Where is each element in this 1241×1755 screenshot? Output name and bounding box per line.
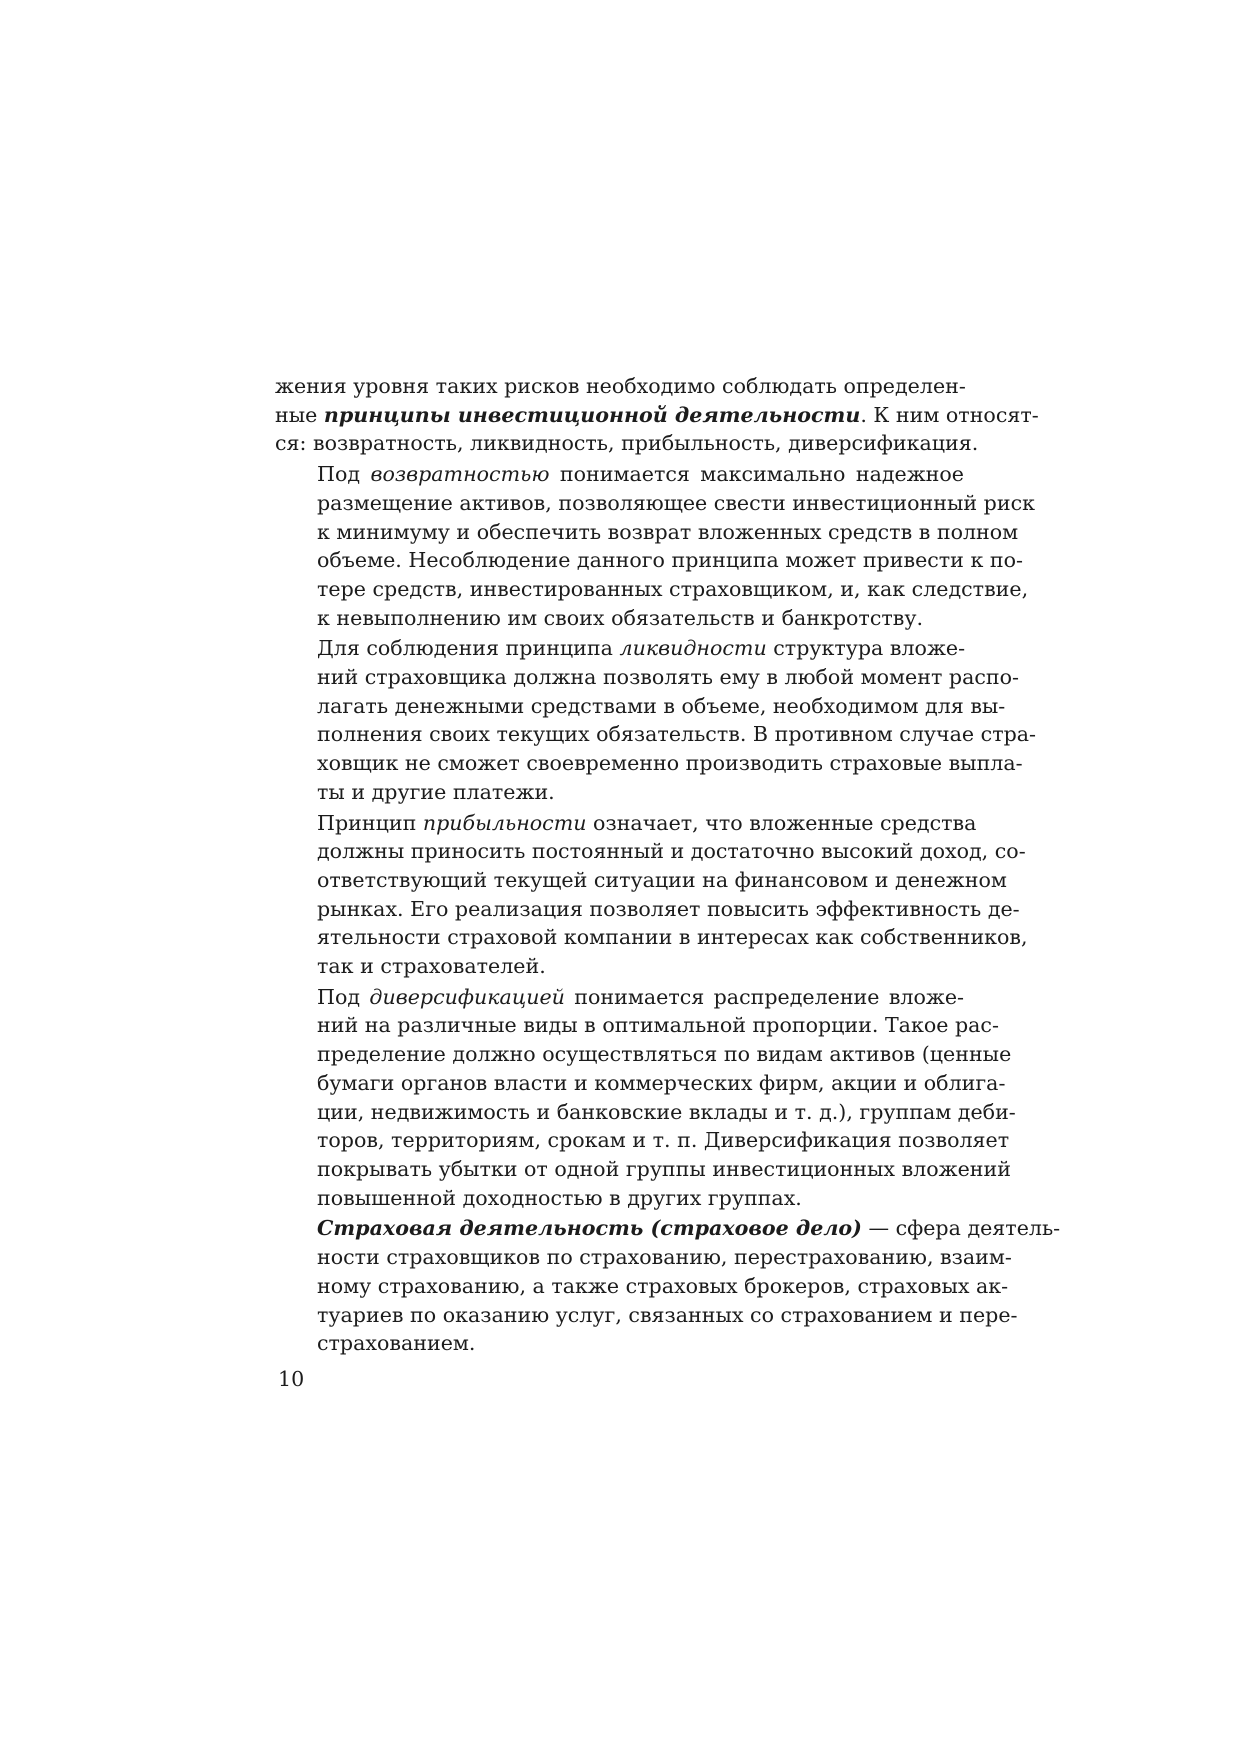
text-run: повышенной доходностью в других группах. <box>317 1185 802 1210</box>
text-line <box>275 1011 999 1040</box>
text-line <box>275 809 977 838</box>
text-run: ховщик не сможет своевременно производить страховые выпла- <box>317 751 1023 776</box>
text-run: покрывать убытки от одной группы инвестиционных вложений <box>317 1156 1011 1181</box>
text-line <box>275 983 964 1012</box>
text-run: ности страховщиков по страхованию, перестрахованию, взаим- <box>317 1245 1012 1270</box>
text-run: тере средств, инвестированных страховщиком, и, как следствие, <box>317 576 1029 601</box>
text-run: торов, территориям, срокам и т. п. Диверсификация позволяет <box>317 1128 1010 1153</box>
text-line <box>275 372 964 401</box>
text-run: . К ним относят- <box>860 402 1039 427</box>
text-run: рынках. Его реализация позволяет повысить эффективность де- <box>317 896 1020 921</box>
text-run: ному страхованию, а также страховых брокеров, страховых ак- <box>317 1273 1009 1298</box>
text-line <box>275 1329 964 1358</box>
text-line <box>275 401 1039 430</box>
text-run: страхованием. <box>317 1331 476 1356</box>
text-run: ний на различные виды в оптимальной пропорции. Такое рас- <box>317 1013 999 1038</box>
text-run: к минимуму и обеспечить возврат вложенных средств в полном <box>317 519 1019 544</box>
text-run: так и страхователей. <box>317 954 546 979</box>
text-line <box>275 692 1006 721</box>
text-line <box>275 604 964 633</box>
text-run: к невыполнению им своих обязательств и банкротству. <box>317 605 924 630</box>
text-run: ции, недвижимость и банковские вклады и т. д.), группам деби- <box>317 1099 1016 1124</box>
text-line <box>275 663 1019 692</box>
italic-term: диверсификацией <box>369 984 565 1009</box>
text-line <box>275 1098 1016 1127</box>
text-run: объеме. Несоблюдение данного принципа может привести к по- <box>317 548 1023 573</box>
text-line <box>275 575 1029 604</box>
paragraph <box>275 1214 1061 1358</box>
text-line <box>275 1301 1018 1330</box>
paragraph <box>275 372 1039 458</box>
text-line <box>275 429 979 458</box>
text-line <box>275 1214 1061 1243</box>
text-line <box>275 1040 1012 1069</box>
bold-italic-term: Страховая деятельность (страховое дело) <box>317 1216 862 1241</box>
text-line <box>275 1069 1006 1098</box>
italic-term: ликвидности <box>619 636 767 661</box>
text-run: пределение должно осуществляться по видам активов (ценные <box>317 1042 1012 1067</box>
text-line <box>275 895 1020 924</box>
text-line <box>275 866 1007 895</box>
text-run: Для соблюдения принципа <box>317 636 620 661</box>
text-run: ответствующий текущей ситуации на финансовом и денежном <box>317 867 1007 892</box>
text-run: понимается распределение вложе- <box>564 984 964 1009</box>
text-run: означает, что вложенные средства <box>586 810 977 835</box>
page-number: 10 <box>278 1367 305 1391</box>
body-text <box>275 372 1061 1358</box>
text-line <box>275 837 1026 866</box>
text-line <box>275 634 964 663</box>
text-run: понимается максимально надежное <box>549 462 964 487</box>
text-line <box>275 923 1028 952</box>
text-line <box>275 546 1023 575</box>
text-run: должны приносить постоянный и достаточно высокий доход, со- <box>317 839 1026 864</box>
text-line <box>275 518 1019 547</box>
italic-term: возвратностью <box>370 462 550 487</box>
text-run: ся: возвратность, ликвидность, прибыльность, диверсификация. <box>275 431 979 456</box>
text-line <box>275 1184 964 1213</box>
paragraph <box>275 809 1028 981</box>
text-line <box>275 460 964 489</box>
text-run: Под <box>317 984 370 1009</box>
text-run: туариев по оказанию услуг, связанных со страхованием и пере- <box>317 1302 1018 1327</box>
paragraph <box>275 634 1037 806</box>
text-line <box>275 489 1035 518</box>
text-line <box>275 778 964 807</box>
text-run: ятельности страховой компании в интересах как собственников, <box>317 925 1028 950</box>
text-run: Принцип <box>317 810 423 835</box>
text-run: жения уровня таких рисков необходимо соблюдать определен- <box>275 374 966 398</box>
text-run: — сфера деятель- <box>861 1216 1061 1241</box>
text-run: Под <box>317 462 371 487</box>
text-run: ные <box>275 402 324 427</box>
text-line <box>275 749 1023 778</box>
text-run: полнения своих текущих обязательств. В противном случае стра- <box>317 722 1037 747</box>
text-line <box>275 1155 1011 1184</box>
bold-italic-term: принципы инвестиционной деятельности <box>323 402 861 427</box>
text-line <box>275 1126 1010 1155</box>
paragraph <box>275 460 1035 632</box>
text-run: размещение активов, позволяющее свести инвестиционный риск <box>317 490 1035 515</box>
text-line <box>275 1243 1012 1272</box>
text-line <box>275 952 964 981</box>
text-run: ний страховщика должна позволять ему в любой момент распо- <box>317 665 1019 690</box>
text-run: лагать денежными средствами в объеме, необходимом для вы- <box>317 693 1006 718</box>
text-run: структура вложе- <box>766 636 966 661</box>
text-line <box>275 720 1037 749</box>
text-run: ты и другие платежи. <box>317 779 555 804</box>
italic-term: прибыльности <box>422 810 587 835</box>
text-line <box>275 1272 1009 1301</box>
text-run: бумаги органов власти и коммерческих фирм, акции и облига- <box>317 1070 1006 1095</box>
paragraph <box>275 983 1016 1213</box>
